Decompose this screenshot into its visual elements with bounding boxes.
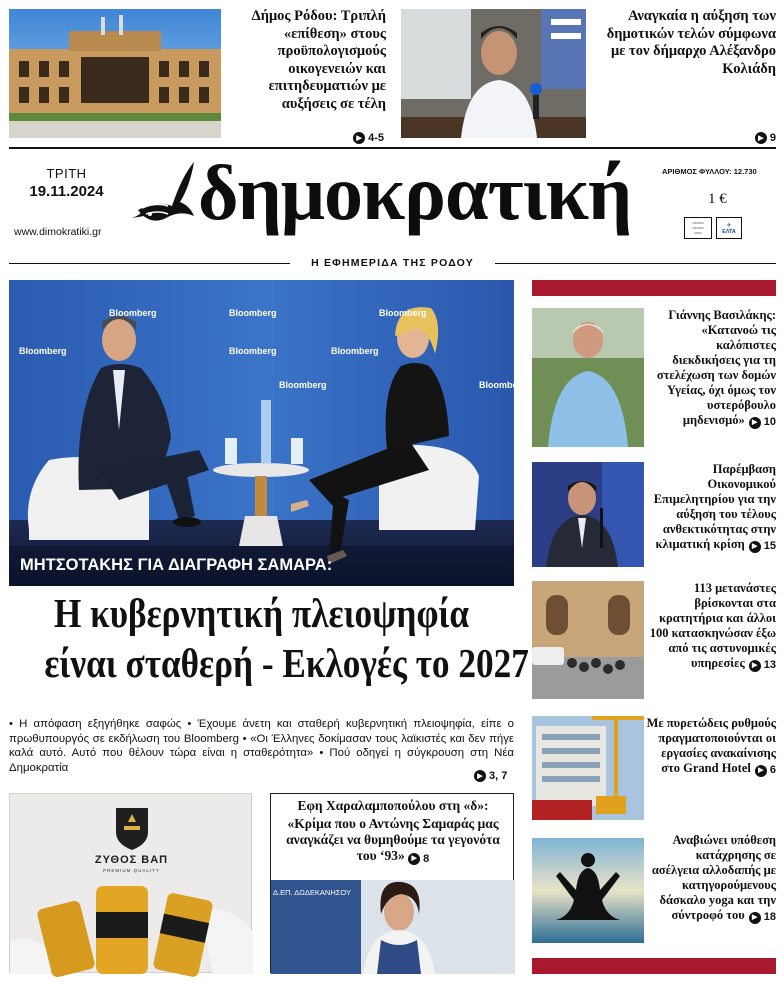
sidebar-photo-2[interactable] bbox=[532, 462, 644, 567]
arrow-right-icon: ▶ bbox=[474, 770, 486, 782]
top-story-left-page[interactable]: ▶ 4-5 bbox=[353, 127, 384, 145]
issue-number: ΑΡΙΘΜΟΣ ΦΥΛΛΟΥ: 12.730 bbox=[662, 167, 757, 176]
arrow-right-icon: ▶ bbox=[755, 765, 767, 777]
day-label: ΤΡΙΤΗ bbox=[46, 166, 87, 181]
top-story-right-text: Αναγκαία η αύξηση των δημοτικών τελών σύμφωνα με τον δήμαρχο Αλέξανδρο Κολιάδη bbox=[606, 8, 776, 77]
arrow-right-icon: ▶ bbox=[749, 660, 761, 672]
sidebar-photo-4[interactable] bbox=[532, 716, 644, 820]
mayor-photo[interactable] bbox=[401, 9, 586, 138]
main-summary-text: • Η απόφαση εξηγήθηκε σαφώς • Έχουμε άνετη και σταθερή κυβερνητική πλειοψηφία, είπε ο πρωθυπουργός σε εκδήλωση του Bloomberg • «Οι Έλληνες δοκίμασαν τους λαϊκιστές και δεν πήγε καλά αυτό. Αυτό που θέλουν τώρα είναι η σταθερότητα» • Πού οδηγεί η σύγκρουση στη Νέα Δημοκρατία bbox=[9, 718, 514, 774]
sidebar-story-2[interactable]: Παρέμβαση Οικονομικού Επιμελητηρίου για την αύξηση του τέλους ανθεκτικότητας στην κλιματική κρίση ▶ 15 bbox=[653, 462, 776, 552]
sidebar-top-bar bbox=[532, 280, 776, 296]
top-story-right[interactable] bbox=[590, 8, 776, 78]
elta-icon: ✈ bbox=[726, 222, 732, 229]
arrow-right-icon: ▶ bbox=[749, 912, 761, 924]
price: 1 € bbox=[708, 191, 727, 207]
arrow-right-icon: ▶ bbox=[408, 853, 420, 865]
beer-cans-image bbox=[10, 872, 253, 974]
date-block bbox=[9, 166, 124, 200]
town-hall-photo[interactable] bbox=[9, 9, 221, 138]
postal-stamp: ▭▭▭ ▭▭▭ ▭▭ bbox=[684, 217, 712, 239]
tagline-line-right bbox=[495, 263, 776, 264]
interview-box[interactable] bbox=[270, 793, 514, 973]
ad-subtitle: PREMIUM QUALITY bbox=[103, 868, 160, 873]
interview-backdrop-text: Δ.ΕΠ. ΔΩΔΕΚΑΝΗΣΟΥ bbox=[273, 888, 351, 897]
main-headline-line2[interactable]: είναι σταθερή - Εκλογές το 2027 bbox=[44, 640, 529, 686]
sidebar-story-5[interactable]: Αναβιώνει υπόθεση κατάχρησης σε ασέλγεια αλλοδαπής με κατηγορούμενους δάσκαλο yoga και την σύντροφό του ▶ 18 bbox=[651, 833, 776, 923]
top-story-right-page[interactable]: ▶ 9 bbox=[755, 127, 776, 145]
arrow-right-icon: ▶ bbox=[749, 417, 761, 429]
interview-quote bbox=[277, 816, 509, 867]
arrow-right-icon: ▶ bbox=[755, 132, 767, 144]
sidebar-story-1[interactable]: Γιάννης Βασιλάκης: «Κατανοώ τις καλόπιστες διεκδικήσεις για τη στελέχωση των δομών Υγείας, όχι όμως τον υστερόβουλο μηδενισμό» ▶ 10 bbox=[656, 308, 776, 428]
interview-photo bbox=[271, 880, 515, 974]
tagline-line-left bbox=[9, 263, 290, 264]
sidebar-photo-1[interactable] bbox=[532, 308, 644, 447]
dove-logo-icon bbox=[128, 158, 198, 232]
main-story-page[interactable]: ▶ 3, 7 bbox=[474, 765, 507, 783]
masthead-title: δημοκρατική bbox=[198, 149, 632, 236]
main-kicker: ΜΗΤΣΟΤΑΚΗΣ ΓΙΑ ΔΙΑΓΡΑΦΗ ΣΑΜΑΡΑ: bbox=[20, 556, 333, 574]
interview-quote-text: «Κρίμα που ο Αντώνης Σαμαράς μας αναγκάζει να θυμηθούμε τα γεγονότα του ‘93» bbox=[286, 816, 500, 863]
top-story-left-text: Δήμος Ρόδου: Τριπλή «επίθεση» στους προϋπολογισμούς οικογενειών και επιτηδευματιών με αυξήσεις σε τέλη bbox=[251, 8, 386, 112]
sidebar-bottom-bar bbox=[532, 958, 776, 974]
sidebar-story-4[interactable]: Με πυρετώδεις ρυθμούς πραγματοποιούνται οι εργασίες ανακαίνισης στο Grand Hotel ▶ 6 bbox=[646, 716, 776, 776]
main-summary bbox=[9, 717, 514, 775]
date-label: 19.11.2024 bbox=[29, 183, 104, 200]
elta-logo: ✈ ΕΛΤΑ bbox=[716, 217, 742, 239]
sidebar-story-3[interactable]: 113 μετανάστες βρίσκονται στα κρατητήρια και άλλοι 100 κατασκηνώσαν έξω από τις αστυνομικές υπηρεσίες ▶ 13 bbox=[649, 581, 776, 671]
tagline: Η ΕΦΗΜΕΡΙΔΑ ΤΗΣ ΡΟΔΟΥ bbox=[311, 257, 474, 269]
sidebar-photo-3[interactable] bbox=[532, 581, 644, 699]
arrow-right-icon: ▶ bbox=[353, 132, 365, 144]
main-story-photo[interactable]: Bloomberg Bloomberg Bloomberg Bloomberg Bloomberg Bloomberg Bloomberg Bloomberg ΜΗΤΣΟΤΑΚΗΣ ΓΙΑ ΔΙΑΓΡΑΦΗ ΣΑΜΑΡΑ: bbox=[9, 280, 514, 586]
arrow-right-icon: ▶ bbox=[749, 541, 761, 553]
beer-ad[interactable] bbox=[9, 793, 252, 973]
website-link[interactable]: www.dimokratiki.gr bbox=[14, 226, 102, 238]
sidebar-photo-5[interactable] bbox=[532, 838, 644, 943]
top-story-left[interactable] bbox=[226, 8, 386, 113]
ad-brand: ΖΥΘΟΣ ΒΑΠ bbox=[94, 854, 169, 866]
main-headline-line1[interactable]: Η κυβερνητική πλειοψηφία bbox=[53, 590, 470, 636]
interview-title: Εφη Χαραλαμποπούλου στη «δ»: bbox=[297, 798, 489, 813]
ad-crest-icon bbox=[112, 806, 152, 850]
interview-page[interactable]: ▶ 8 bbox=[408, 851, 429, 867]
